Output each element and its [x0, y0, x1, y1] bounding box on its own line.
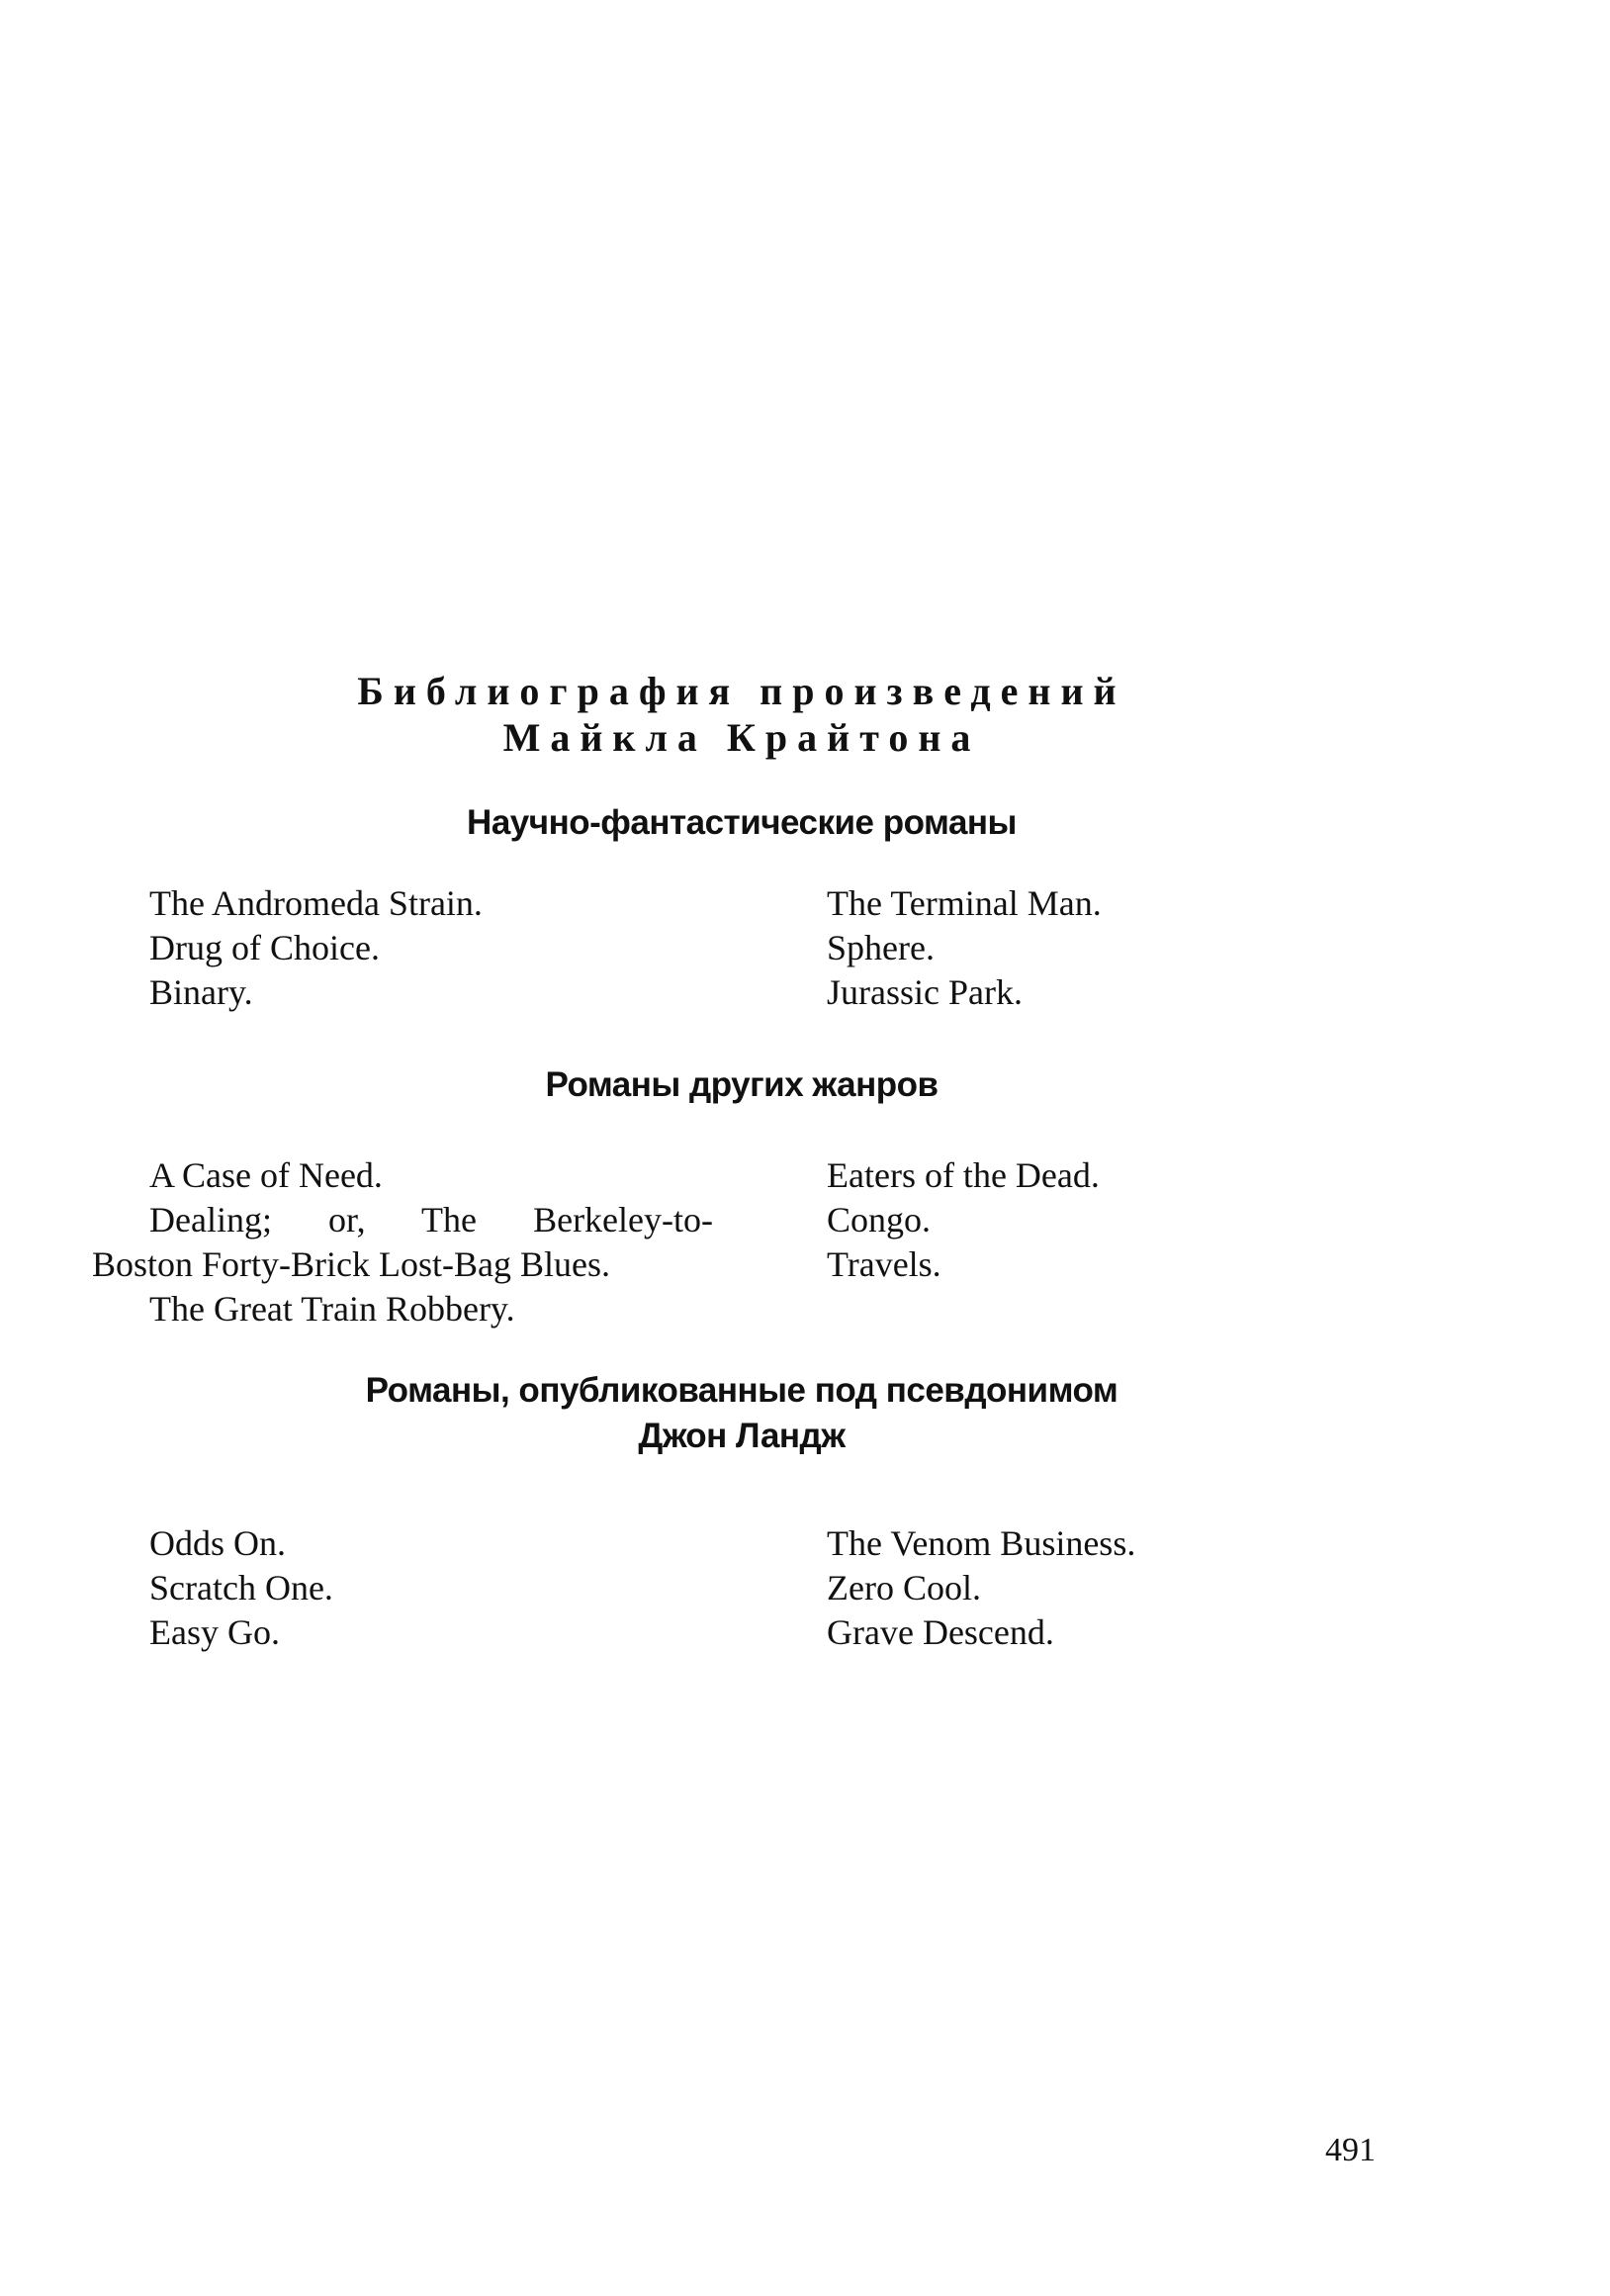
section-heading-sci-fi: Научно-фантастические романы [467, 803, 1017, 842]
list-item: The Venom Business. [827, 1523, 1136, 1563]
sci-fi-list-left [149, 881, 483, 1015]
section-heading-other-genres: Романы других жанров [545, 1065, 939, 1104]
pseudonym-list-right [827, 1521, 1135, 1655]
list-item: Eaters of the Dead. [827, 1155, 1100, 1195]
list-item: Odds On. [149, 1523, 287, 1563]
list-item: The Great Train Robbery. [149, 1289, 515, 1329]
bibliography-title-line-1: Библиография произведений [357, 669, 1126, 713]
pseudonym-list-left [149, 1521, 333, 1655]
bibliography-title-line-2: Майкла Крайтона [502, 715, 981, 760]
list-item: Scratch One. [149, 1568, 333, 1607]
list-item: Zero Cool. [827, 1568, 981, 1607]
list-item: Dealing; or, The Berkeley-to- [149, 1200, 713, 1240]
list-item: Travels. [827, 1244, 941, 1284]
list-item: Boston Forty-Brick Lost-Bag Blues. [92, 1244, 610, 1284]
list-item: The Andromeda Strain. [149, 883, 483, 923]
list-item: Drug of Choice. [149, 928, 380, 967]
list-item: Congo. [827, 1200, 932, 1240]
section-heading-pseudonym-line-2: Джон Ландж [638, 1417, 846, 1455]
sci-fi-list-right [827, 881, 1102, 1015]
page-number: 491 [1325, 2132, 1376, 2168]
list-item: The Terminal Man. [827, 883, 1102, 923]
list-item: A Case of Need. [149, 1155, 383, 1195]
list-item: Jurassic Park. [827, 972, 1023, 1012]
list-item: Binary. [149, 972, 253, 1012]
list-item: Sphere. [827, 928, 935, 967]
section-heading-pseudonym-line-1: Романы, опубликованные под псевдонимом [365, 1371, 1118, 1410]
list-item: Easy Go. [149, 1612, 280, 1652]
other-genres-list-left [92, 1153, 713, 1332]
list-item: Grave Descend. [827, 1612, 1054, 1652]
other-genres-list-right [827, 1153, 1100, 1287]
